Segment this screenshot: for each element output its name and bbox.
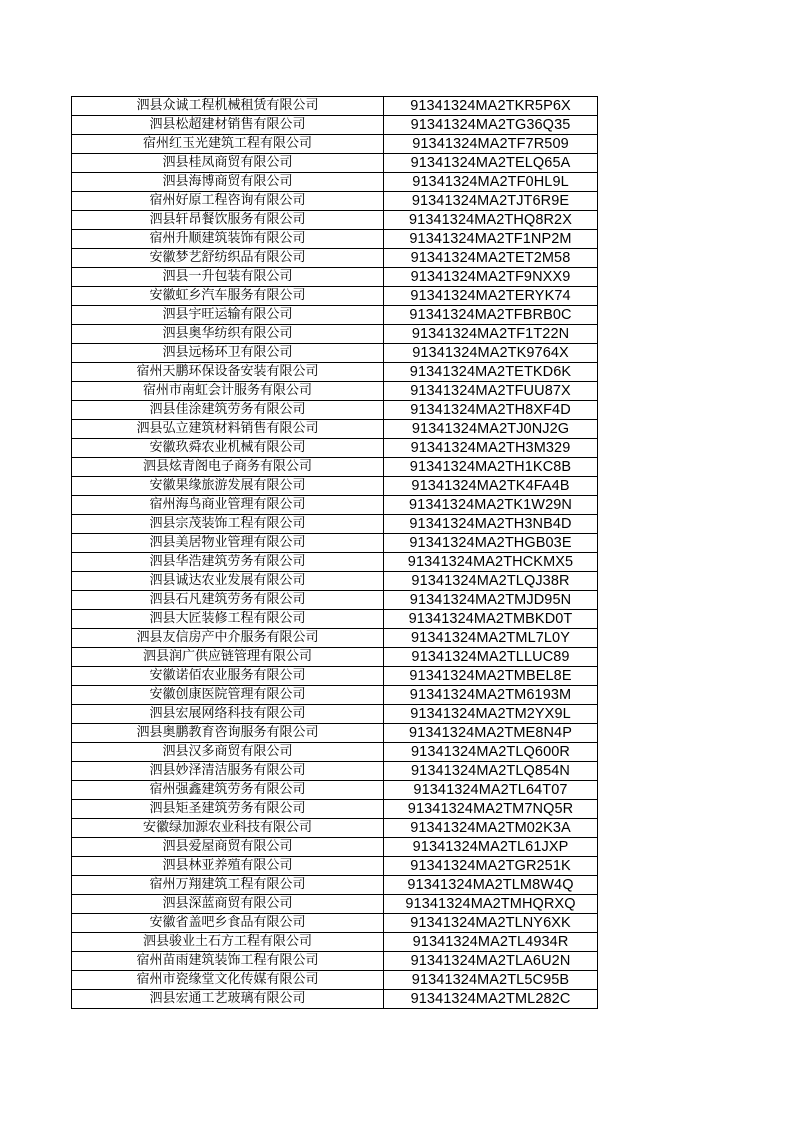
credit-code-cell: 91341324MA2TH3M329 bbox=[384, 439, 598, 458]
credit-code-cell: 91341324MA2TF7R509 bbox=[384, 135, 598, 154]
credit-code-cell: 91341324MA2TLQ600R bbox=[384, 743, 598, 762]
company-name-cell: 泗县骏业土石方工程有限公司 bbox=[72, 933, 384, 952]
credit-code-cell: 91341324MA2TFUU87X bbox=[384, 382, 598, 401]
table-row bbox=[72, 439, 598, 458]
company-name-cell: 泗县炫青阁电子商务有限公司 bbox=[72, 458, 384, 477]
table-row bbox=[72, 401, 598, 420]
table-row bbox=[72, 458, 598, 477]
company-name-cell: 宿州强鑫建筑劳务有限公司 bbox=[72, 781, 384, 800]
company-name-cell: 泗县友信房产中介服务有限公司 bbox=[72, 629, 384, 648]
credit-code-cell: 91341324MA2TH1KC8B bbox=[384, 458, 598, 477]
table-row bbox=[72, 287, 598, 306]
table-row bbox=[72, 173, 598, 192]
company-name-cell: 泗县轩昂餐饮服务有限公司 bbox=[72, 211, 384, 230]
company-name-cell: 安徽玖舜农业机械有限公司 bbox=[72, 439, 384, 458]
table-row bbox=[72, 97, 598, 116]
company-name-cell: 泗县宏通工艺玻璃有限公司 bbox=[72, 990, 384, 1009]
credit-code-cell: 91341324MA2TH3NB4D bbox=[384, 515, 598, 534]
table-row bbox=[72, 895, 598, 914]
company-name-cell: 泗县奥华纺织有限公司 bbox=[72, 325, 384, 344]
company-name-cell: 宿州升顺建筑装饰有限公司 bbox=[72, 230, 384, 249]
company-name-cell: 泗县宗茂装饰工程有限公司 bbox=[72, 515, 384, 534]
credit-code-cell: 91341324MA2TMHQRXQ bbox=[384, 895, 598, 914]
company-name-cell: 泗县深蓝商贸有限公司 bbox=[72, 895, 384, 914]
company-name-cell: 宿州市南虹会计服务有限公司 bbox=[72, 382, 384, 401]
company-name-cell: 泗县华浩建筑劳务有限公司 bbox=[72, 553, 384, 572]
credit-code-cell: 91341324MA2THQ8R2X bbox=[384, 211, 598, 230]
table-row bbox=[72, 743, 598, 762]
table-row bbox=[72, 306, 598, 325]
table-row bbox=[72, 572, 598, 591]
credit-code-cell: 91341324MA2TKR5P6X bbox=[384, 97, 598, 116]
company-name-cell: 泗县一升包装有限公司 bbox=[72, 268, 384, 287]
company-name-cell: 泗县佳涂建筑劳务有限公司 bbox=[72, 401, 384, 420]
table-row bbox=[72, 686, 598, 705]
company-name-cell: 宿州万翔建筑工程有限公司 bbox=[72, 876, 384, 895]
table-row bbox=[72, 534, 598, 553]
credit-code-cell: 91341324MA2THCKMX5 bbox=[384, 553, 598, 572]
credit-code-cell: 91341324MA2TK1W29N bbox=[384, 496, 598, 515]
table-row bbox=[72, 838, 598, 857]
company-name-cell: 泗县美居物业管理有限公司 bbox=[72, 534, 384, 553]
credit-code-cell: 91341324MA2TLLUC89 bbox=[384, 648, 598, 667]
table-row bbox=[72, 116, 598, 135]
credit-code-cell: 91341324MA2TELQ65A bbox=[384, 154, 598, 173]
company-name-cell: 泗县林亚养殖有限公司 bbox=[72, 857, 384, 876]
company-name-cell: 宿州苗雨建筑装饰工程有限公司 bbox=[72, 952, 384, 971]
table-row bbox=[72, 135, 598, 154]
table-row bbox=[72, 705, 598, 724]
company-name-cell: 泗县石凡建筑劳务有限公司 bbox=[72, 591, 384, 610]
company-name-cell: 泗县弘立建筑材料销售有限公司 bbox=[72, 420, 384, 439]
table-row bbox=[72, 192, 598, 211]
company-name-cell: 安徽绿加源农业科技有限公司 bbox=[72, 819, 384, 838]
credit-code-cell: 91341324MA2TLM8W4Q bbox=[384, 876, 598, 895]
table-row bbox=[72, 420, 598, 439]
credit-code-cell: 91341324MA2TJT6R9E bbox=[384, 192, 598, 211]
credit-code-cell: 91341324MA2TF1NP2M bbox=[384, 230, 598, 249]
credit-code-cell: 91341324MA2TLQJ38R bbox=[384, 572, 598, 591]
company-name-cell: 宿州红玉光建筑工程有限公司 bbox=[72, 135, 384, 154]
company-name-cell: 泗县矩圣建筑劳务有限公司 bbox=[72, 800, 384, 819]
company-name-cell: 泗县宏展网络科技有限公司 bbox=[72, 705, 384, 724]
table-row bbox=[72, 952, 598, 971]
company-name-cell: 泗县妙泽清洁服务有限公司 bbox=[72, 762, 384, 781]
credit-code-cell: 91341324MA2TLA6U2N bbox=[384, 952, 598, 971]
table-row bbox=[72, 800, 598, 819]
company-name-cell: 泗县海博商贸有限公司 bbox=[72, 173, 384, 192]
company-name-cell: 安徽果缘旅游发展有限公司 bbox=[72, 477, 384, 496]
company-name-cell: 安徽诺佰农业服务有限公司 bbox=[72, 667, 384, 686]
credit-code-cell: 91341324MA2TME8N4P bbox=[384, 724, 598, 743]
credit-code-cell: 91341324MA2TML282C bbox=[384, 990, 598, 1009]
table-row bbox=[72, 724, 598, 743]
table-row bbox=[72, 819, 598, 838]
credit-code-cell: 91341324MA2TJ0NJ2G bbox=[384, 420, 598, 439]
credit-code-cell: 91341324MA2TM02K3A bbox=[384, 819, 598, 838]
credit-code-cell: 91341324MA2TGR251K bbox=[384, 857, 598, 876]
company-name-cell: 宿州好原工程咨询有限公司 bbox=[72, 192, 384, 211]
company-name-cell: 宿州市瓷缘堂文化传媒有限公司 bbox=[72, 971, 384, 990]
table-row bbox=[72, 363, 598, 382]
table-row bbox=[72, 667, 598, 686]
company-name-cell: 泗县众诚工程机械租赁有限公司 bbox=[72, 97, 384, 116]
company-name-cell: 安徽虹乡汽车服务有限公司 bbox=[72, 287, 384, 306]
credit-code-cell: 91341324MA2TETKD6K bbox=[384, 363, 598, 382]
company-name-cell: 泗县宇旺运输有限公司 bbox=[72, 306, 384, 325]
credit-code-cell: 91341324MA2TL61JXP bbox=[384, 838, 598, 857]
table-row bbox=[72, 857, 598, 876]
company-name-cell: 安徽创康医院管理有限公司 bbox=[72, 686, 384, 705]
table-row bbox=[72, 515, 598, 534]
table-row bbox=[72, 496, 598, 515]
credit-code-cell: 91341324MA2TERYK74 bbox=[384, 287, 598, 306]
table-row bbox=[72, 230, 598, 249]
table-row bbox=[72, 477, 598, 496]
table-row bbox=[72, 933, 598, 952]
table-row bbox=[72, 876, 598, 895]
credit-code-cell: 91341324MA2TF0HL9L bbox=[384, 173, 598, 192]
company-name-cell: 泗县润广供应链管理有限公司 bbox=[72, 648, 384, 667]
table-row bbox=[72, 648, 598, 667]
credit-code-cell: 91341324MA2TL5C95B bbox=[384, 971, 598, 990]
credit-code-cell: 91341324MA2TM2YX9L bbox=[384, 705, 598, 724]
credit-code-cell: 91341324MA2TM7NQ5R bbox=[384, 800, 598, 819]
table-row bbox=[72, 268, 598, 287]
company-registry-table bbox=[71, 96, 598, 1009]
table-row bbox=[72, 781, 598, 800]
credit-code-cell: 91341324MA2TMBEL8E bbox=[384, 667, 598, 686]
table-row bbox=[72, 914, 598, 933]
table-row bbox=[72, 211, 598, 230]
credit-code-cell: 91341324MA2TF1T22N bbox=[384, 325, 598, 344]
table-row bbox=[72, 591, 598, 610]
company-name-cell: 宿州海鸟商业管理有限公司 bbox=[72, 496, 384, 515]
table-row bbox=[72, 382, 598, 401]
credit-code-cell: 91341324MA2TL64T07 bbox=[384, 781, 598, 800]
credit-code-cell: 91341324MA2TET2M58 bbox=[384, 249, 598, 268]
company-name-cell: 泗县松超建材销售有限公司 bbox=[72, 116, 384, 135]
table-row bbox=[72, 762, 598, 781]
table-row bbox=[72, 629, 598, 648]
credit-code-cell: 91341324MA2TK9764X bbox=[384, 344, 598, 363]
credit-code-cell: 91341324MA2TL4934R bbox=[384, 933, 598, 952]
company-name-cell: 泗县大匠装修工程有限公司 bbox=[72, 610, 384, 629]
credit-code-cell: 91341324MA2TFBRB0C bbox=[384, 306, 598, 325]
table-row bbox=[72, 154, 598, 173]
credit-code-cell: 91341324MA2TM6193M bbox=[384, 686, 598, 705]
table-row bbox=[72, 610, 598, 629]
credit-code-cell: 91341324MA2TG36Q35 bbox=[384, 116, 598, 135]
company-name-cell: 宿州天鹏环保设备安装有限公司 bbox=[72, 363, 384, 382]
company-name-cell: 泗县诚达农业发展有限公司 bbox=[72, 572, 384, 591]
credit-code-cell: 91341324MA2TH8XF4D bbox=[384, 401, 598, 420]
table-row bbox=[72, 344, 598, 363]
company-name-cell: 泗县远杨环卫有限公司 bbox=[72, 344, 384, 363]
company-name-cell: 安徽梦艺舒纺织品有限公司 bbox=[72, 249, 384, 268]
company-name-cell: 泗县爱屋商贸有限公司 bbox=[72, 838, 384, 857]
credit-code-cell: 91341324MA2TMBKD0T bbox=[384, 610, 598, 629]
table-row bbox=[72, 553, 598, 572]
company-name-cell: 泗县奥鹏教育咨询服务有限公司 bbox=[72, 724, 384, 743]
table-body bbox=[72, 97, 598, 1009]
credit-code-cell: 91341324MA2TML7L0Y bbox=[384, 629, 598, 648]
company-name-cell: 泗县桂凤商贸有限公司 bbox=[72, 154, 384, 173]
credit-code-cell: 91341324MA2TLQ854N bbox=[384, 762, 598, 781]
credit-code-cell: 91341324MA2TMJD95N bbox=[384, 591, 598, 610]
table-row bbox=[72, 971, 598, 990]
table-row bbox=[72, 990, 598, 1009]
credit-code-cell: 91341324MA2TK4FA4B bbox=[384, 477, 598, 496]
credit-code-cell: 91341324MA2TLNY6XK bbox=[384, 914, 598, 933]
table-row bbox=[72, 325, 598, 344]
credit-code-cell: 91341324MA2THGB03E bbox=[384, 534, 598, 553]
company-name-cell: 泗县汉多商贸有限公司 bbox=[72, 743, 384, 762]
table-row bbox=[72, 249, 598, 268]
company-name-cell: 安徽省盖吧乡食品有限公司 bbox=[72, 914, 384, 933]
credit-code-cell: 91341324MA2TF9NXX9 bbox=[384, 268, 598, 287]
